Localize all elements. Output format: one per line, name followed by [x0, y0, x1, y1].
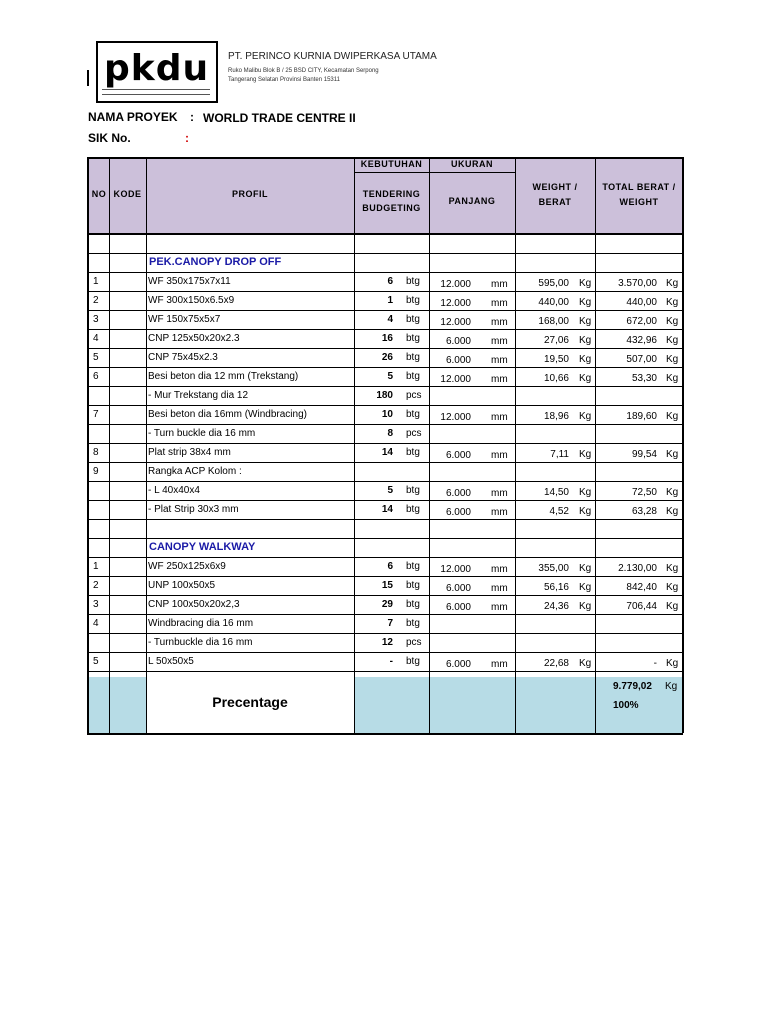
row-length: 6.000 [445, 583, 471, 594]
row-profile: CNP 75x45x2.3 [148, 352, 218, 363]
footer-total-unit: Kg [665, 681, 678, 692]
row-quantity-unit: btg [406, 333, 420, 344]
table-row [89, 291, 683, 310]
row-weight: 14,50 [543, 487, 569, 498]
company-address-line1: Ruko Malibu Blok B / 25 BSD CITY, Kecamatan Serpong [228, 68, 379, 74]
row-weight-unit: Kg [579, 658, 592, 669]
row-total: 3.570,00 [618, 278, 657, 289]
row-quantity-unit: btg [406, 276, 420, 287]
row-number: 7 [93, 409, 99, 420]
row-quantity-unit: btg [406, 409, 420, 420]
row-weight-unit: Kg [579, 411, 592, 422]
row-length-unit: mm [491, 279, 508, 290]
row-total-unit: Kg [666, 563, 679, 574]
row-length: 6.000 [445, 355, 471, 366]
company-name: PT. PERINCO KURNIA DWIPERKASA UTAMA [228, 51, 437, 62]
project-name-value: WORLD TRADE CENTRE II [203, 111, 356, 125]
row-profile: Windbracing dia 16 mm [148, 618, 254, 629]
row-number: 3 [93, 599, 99, 610]
column-line [682, 157, 684, 733]
row-quantity: 15 [381, 580, 393, 591]
footer-label: Precentage [212, 694, 288, 710]
row-length: 12.000 [440, 374, 471, 385]
sik-colon: : [185, 131, 189, 145]
col-header-panjang: PANJANG [448, 196, 496, 206]
row-profile: WF 350x175x7x11 [148, 276, 231, 287]
row-weight-unit: Kg [579, 449, 592, 460]
row-length: 6.000 [445, 602, 471, 613]
row-weight-unit: Kg [579, 487, 592, 498]
row-length-unit: mm [491, 488, 508, 499]
row-weight: 18,96 [543, 411, 569, 422]
row-length: 12.000 [440, 412, 471, 423]
row-profile: L 50x50x5 [148, 656, 194, 667]
row-number: 4 [93, 333, 99, 344]
table-row [89, 329, 683, 348]
table-row [89, 443, 683, 462]
row-quantity: 14 [381, 447, 393, 458]
row-total-unit: Kg [666, 373, 679, 384]
row-number: 8 [93, 447, 99, 458]
row-quantity: 16 [381, 333, 393, 344]
row-profile: Rangka ACP Kolom : [148, 466, 242, 477]
row-weight-unit: Kg [579, 335, 592, 346]
row-total-unit: Kg [666, 278, 679, 289]
row-quantity-unit: btg [406, 295, 420, 306]
row-total-unit: Kg [666, 506, 679, 517]
row-profile: WF 250x125x6x9 [148, 561, 226, 572]
col-header-total-berat: TOTAL BERAT / [602, 182, 676, 192]
footer-total: 9.779,02 [613, 681, 652, 692]
col-header-tendering: TENDERING [362, 189, 421, 199]
row-line [89, 253, 683, 254]
row-total: 189,60 [626, 411, 657, 422]
row-number: 6 [93, 371, 99, 382]
header-bottom-border [89, 233, 683, 235]
column-line [595, 157, 596, 733]
row-quantity-unit: pcs [406, 390, 422, 401]
logo-text: pkdu [104, 48, 210, 89]
row-weight: 27,06 [543, 335, 569, 346]
row-total-unit: Kg [666, 411, 679, 422]
row-length: 6.000 [445, 488, 471, 499]
row-total: 432,96 [626, 335, 657, 346]
table-row [89, 633, 683, 652]
row-weight: 56,16 [543, 582, 569, 593]
row-number: 3 [93, 314, 99, 325]
row-total: 53,30 [631, 373, 657, 384]
row-profile: - Plat Strip 30x3 mm [148, 504, 239, 515]
table-top-border [89, 157, 683, 159]
row-total-unit: Kg [666, 297, 679, 308]
row-number: 5 [93, 656, 99, 667]
table-row [89, 386, 683, 405]
row-length-unit: mm [491, 355, 508, 366]
row-weight: 19,50 [543, 354, 569, 365]
table-row [89, 557, 683, 576]
row-line [89, 538, 683, 539]
row-total-unit: Kg [666, 335, 679, 346]
column-line [146, 157, 147, 733]
sik-label: SIK No. [88, 131, 131, 145]
row-total: 440,00 [626, 297, 657, 308]
table-row [89, 405, 683, 424]
row-number [93, 386, 109, 405]
row-total-unit: Kg [666, 449, 679, 460]
row-quantity: 6 [387, 276, 393, 287]
row-quantity: 29 [381, 599, 393, 610]
row-profile: - Mur Trekstang dia 12 [148, 390, 249, 401]
row-length: 12.000 [440, 317, 471, 328]
table-row [89, 652, 683, 671]
logo-underline [102, 89, 210, 95]
material-table [87, 157, 683, 735]
row-weight: 168,00 [538, 316, 569, 327]
row-weight: 595,00 [538, 278, 569, 289]
row-profile: Plat strip 38x4 mm [148, 447, 231, 458]
row-total-unit: Kg [666, 487, 679, 498]
row-total: 672,00 [626, 316, 657, 327]
row-number: 2 [93, 580, 99, 591]
row-quantity: 14 [381, 504, 393, 515]
row-weight: 440,00 [538, 297, 569, 308]
table-row [89, 595, 683, 614]
row-weight-unit: Kg [579, 354, 592, 365]
col-header-berat: BERAT [538, 197, 572, 207]
section-title: CANOPY WALKWAY [149, 541, 256, 553]
col-header-ukuran: UKURAN [451, 159, 493, 169]
row-quantity-unit [406, 462, 428, 481]
row-total-unit: Kg [666, 601, 679, 612]
row-weight-unit: Kg [579, 278, 592, 289]
row-number [93, 481, 109, 500]
row-quantity: 26 [381, 352, 393, 363]
row-profile: Besi beton dia 16mm (Windbracing) [148, 409, 307, 420]
row-total: 63,28 [631, 506, 657, 517]
row-length: 6.000 [445, 336, 471, 347]
row-profile: Besi beton dia 12 mm (Trekstang) [148, 371, 299, 382]
row-length: 12.000 [440, 279, 471, 290]
row-length-unit: mm [491, 602, 508, 613]
row-total-unit: Kg [666, 658, 679, 669]
row-length-unit: mm [491, 583, 508, 594]
footer-percent: 100% [613, 700, 639, 711]
row-total-unit: Kg [666, 582, 679, 593]
row-quantity: 1 [387, 295, 393, 306]
row-length-unit: mm [491, 564, 508, 575]
row-quantity: 6 [387, 561, 393, 572]
row-length-unit: mm [491, 298, 508, 309]
table-row [89, 481, 683, 500]
row-quantity: - [389, 656, 393, 667]
row-weight: 7,11 [550, 449, 569, 460]
row-quantity [354, 462, 393, 481]
row-total: 2.130,00 [618, 563, 657, 574]
row-total-unit: Kg [666, 316, 679, 327]
row-quantity: 4 [387, 314, 393, 325]
row-quantity-unit: btg [406, 485, 420, 496]
column-line [109, 157, 110, 733]
column-line [354, 157, 355, 733]
logo-side-mark [87, 70, 89, 86]
row-profile: - Turnbuckle dia 16 mm [148, 637, 253, 648]
row-quantity: 5 [387, 371, 393, 382]
row-weight-unit: Kg [579, 297, 592, 308]
row-quantity: 10 [381, 409, 393, 420]
row-number: 4 [93, 618, 99, 629]
row-quantity-unit: btg [406, 352, 420, 363]
row-quantity-unit: btg [406, 314, 420, 325]
row-weight-unit: Kg [579, 563, 592, 574]
column-line [429, 157, 430, 733]
row-length: 6.000 [445, 659, 471, 670]
header-sub-line [354, 172, 515, 173]
row-number: 5 [93, 352, 99, 363]
row-length: 6.000 [445, 450, 471, 461]
row-quantity: 12 [381, 637, 393, 648]
row-length-unit: mm [491, 317, 508, 328]
row-profile: CNP 100x50x20x2,3 [148, 599, 240, 610]
row-total: 706,44 [626, 601, 657, 612]
row-profile: CNP 125x50x20x2.3 [148, 333, 240, 344]
row-number: 1 [93, 561, 99, 572]
row-quantity-unit: btg [406, 656, 420, 667]
row-quantity: 5 [387, 485, 393, 496]
row-profile: - L 40x40x4 [148, 485, 200, 496]
row-profile: WF 150x75x5x7 [148, 314, 221, 325]
col-header-no: NO [91, 189, 107, 199]
col-header-profil: PROFIL [232, 189, 268, 199]
row-number: 1 [93, 276, 99, 287]
row-weight-unit: Kg [579, 601, 592, 612]
row-number: 9 [93, 466, 99, 477]
row-total: 99,54 [631, 449, 657, 460]
row-total: - [653, 658, 657, 669]
row-quantity-unit: btg [406, 504, 420, 515]
col-header-budgeting: BUDGETING [362, 203, 421, 213]
row-number: 2 [93, 295, 99, 306]
company-address [228, 67, 379, 85]
row-length-unit: mm [491, 659, 508, 670]
table-row [89, 424, 683, 443]
row-profile: - Turn buckle dia 16 mm [148, 428, 256, 439]
row-quantity: 7 [387, 618, 393, 629]
table-row [89, 348, 683, 367]
table-row [89, 462, 683, 481]
row-quantity-unit: pcs [406, 428, 422, 439]
table-row [89, 272, 683, 291]
row-line [89, 671, 683, 672]
row-length-unit: mm [491, 374, 508, 385]
row-quantity-unit: btg [406, 580, 420, 591]
table-row [89, 310, 683, 329]
row-quantity-unit: btg [406, 561, 420, 572]
row-length-unit: mm [491, 336, 508, 347]
footer-background-left [89, 677, 146, 733]
row-number [93, 633, 109, 652]
table-row [89, 367, 683, 386]
row-quantity-unit: btg [406, 371, 420, 382]
row-quantity: 8 [387, 428, 393, 439]
project-name-colon: : [190, 110, 194, 124]
row-quantity-unit: btg [406, 599, 420, 610]
row-length: 12.000 [440, 298, 471, 309]
col-header-kode: KODE [113, 189, 142, 199]
row-length: 6.000 [445, 507, 471, 518]
row-weight: 24,36 [543, 601, 569, 612]
col-header-weight: WEIGHT / [532, 182, 578, 192]
row-weight: 22,68 [543, 658, 569, 669]
row-quantity-unit: btg [406, 447, 420, 458]
row-weight-unit: Kg [579, 373, 592, 384]
row-weight: 355,00 [538, 563, 569, 574]
col-header-total-weight: WEIGHT [619, 197, 659, 207]
row-total: 72,50 [631, 487, 657, 498]
project-name-label: NAMA PROYEK [88, 110, 178, 124]
row-profile: WF 300x150x6.5x9 [148, 295, 235, 306]
section-title: PEK.CANOPY DROP OFF [149, 256, 282, 268]
row-profile: UNP 100x50x5 [148, 580, 216, 591]
row-line [89, 519, 683, 520]
row-length-unit: mm [491, 450, 508, 461]
row-total: 842,40 [626, 582, 657, 593]
row-quantity-unit: btg [406, 618, 420, 629]
row-number [93, 424, 109, 443]
row-weight-unit: Kg [579, 316, 592, 327]
column-line [515, 157, 516, 733]
col-header-kebutuhan: KEBUTUHAN [360, 159, 423, 169]
row-quantity: 180 [376, 390, 393, 401]
row-weight: 4,52 [549, 506, 569, 517]
table-row [89, 500, 683, 519]
row-quantity-unit: pcs [406, 637, 422, 648]
company-address-line2: Tangerang Selatan Provinsi Banten 15311 [228, 77, 340, 83]
row-number [93, 500, 109, 519]
company-logo [96, 41, 218, 103]
table-row [89, 614, 683, 633]
row-total: 507,00 [626, 354, 657, 365]
row-total-unit: Kg [666, 354, 679, 365]
row-weight: 10,66 [543, 373, 569, 384]
row-weight-unit: Kg [579, 506, 592, 517]
row-length-unit: mm [491, 507, 508, 518]
table-row [89, 576, 683, 595]
row-length-unit: mm [491, 412, 508, 423]
row-weight-unit: Kg [579, 582, 592, 593]
row-length: 12.000 [440, 564, 471, 575]
